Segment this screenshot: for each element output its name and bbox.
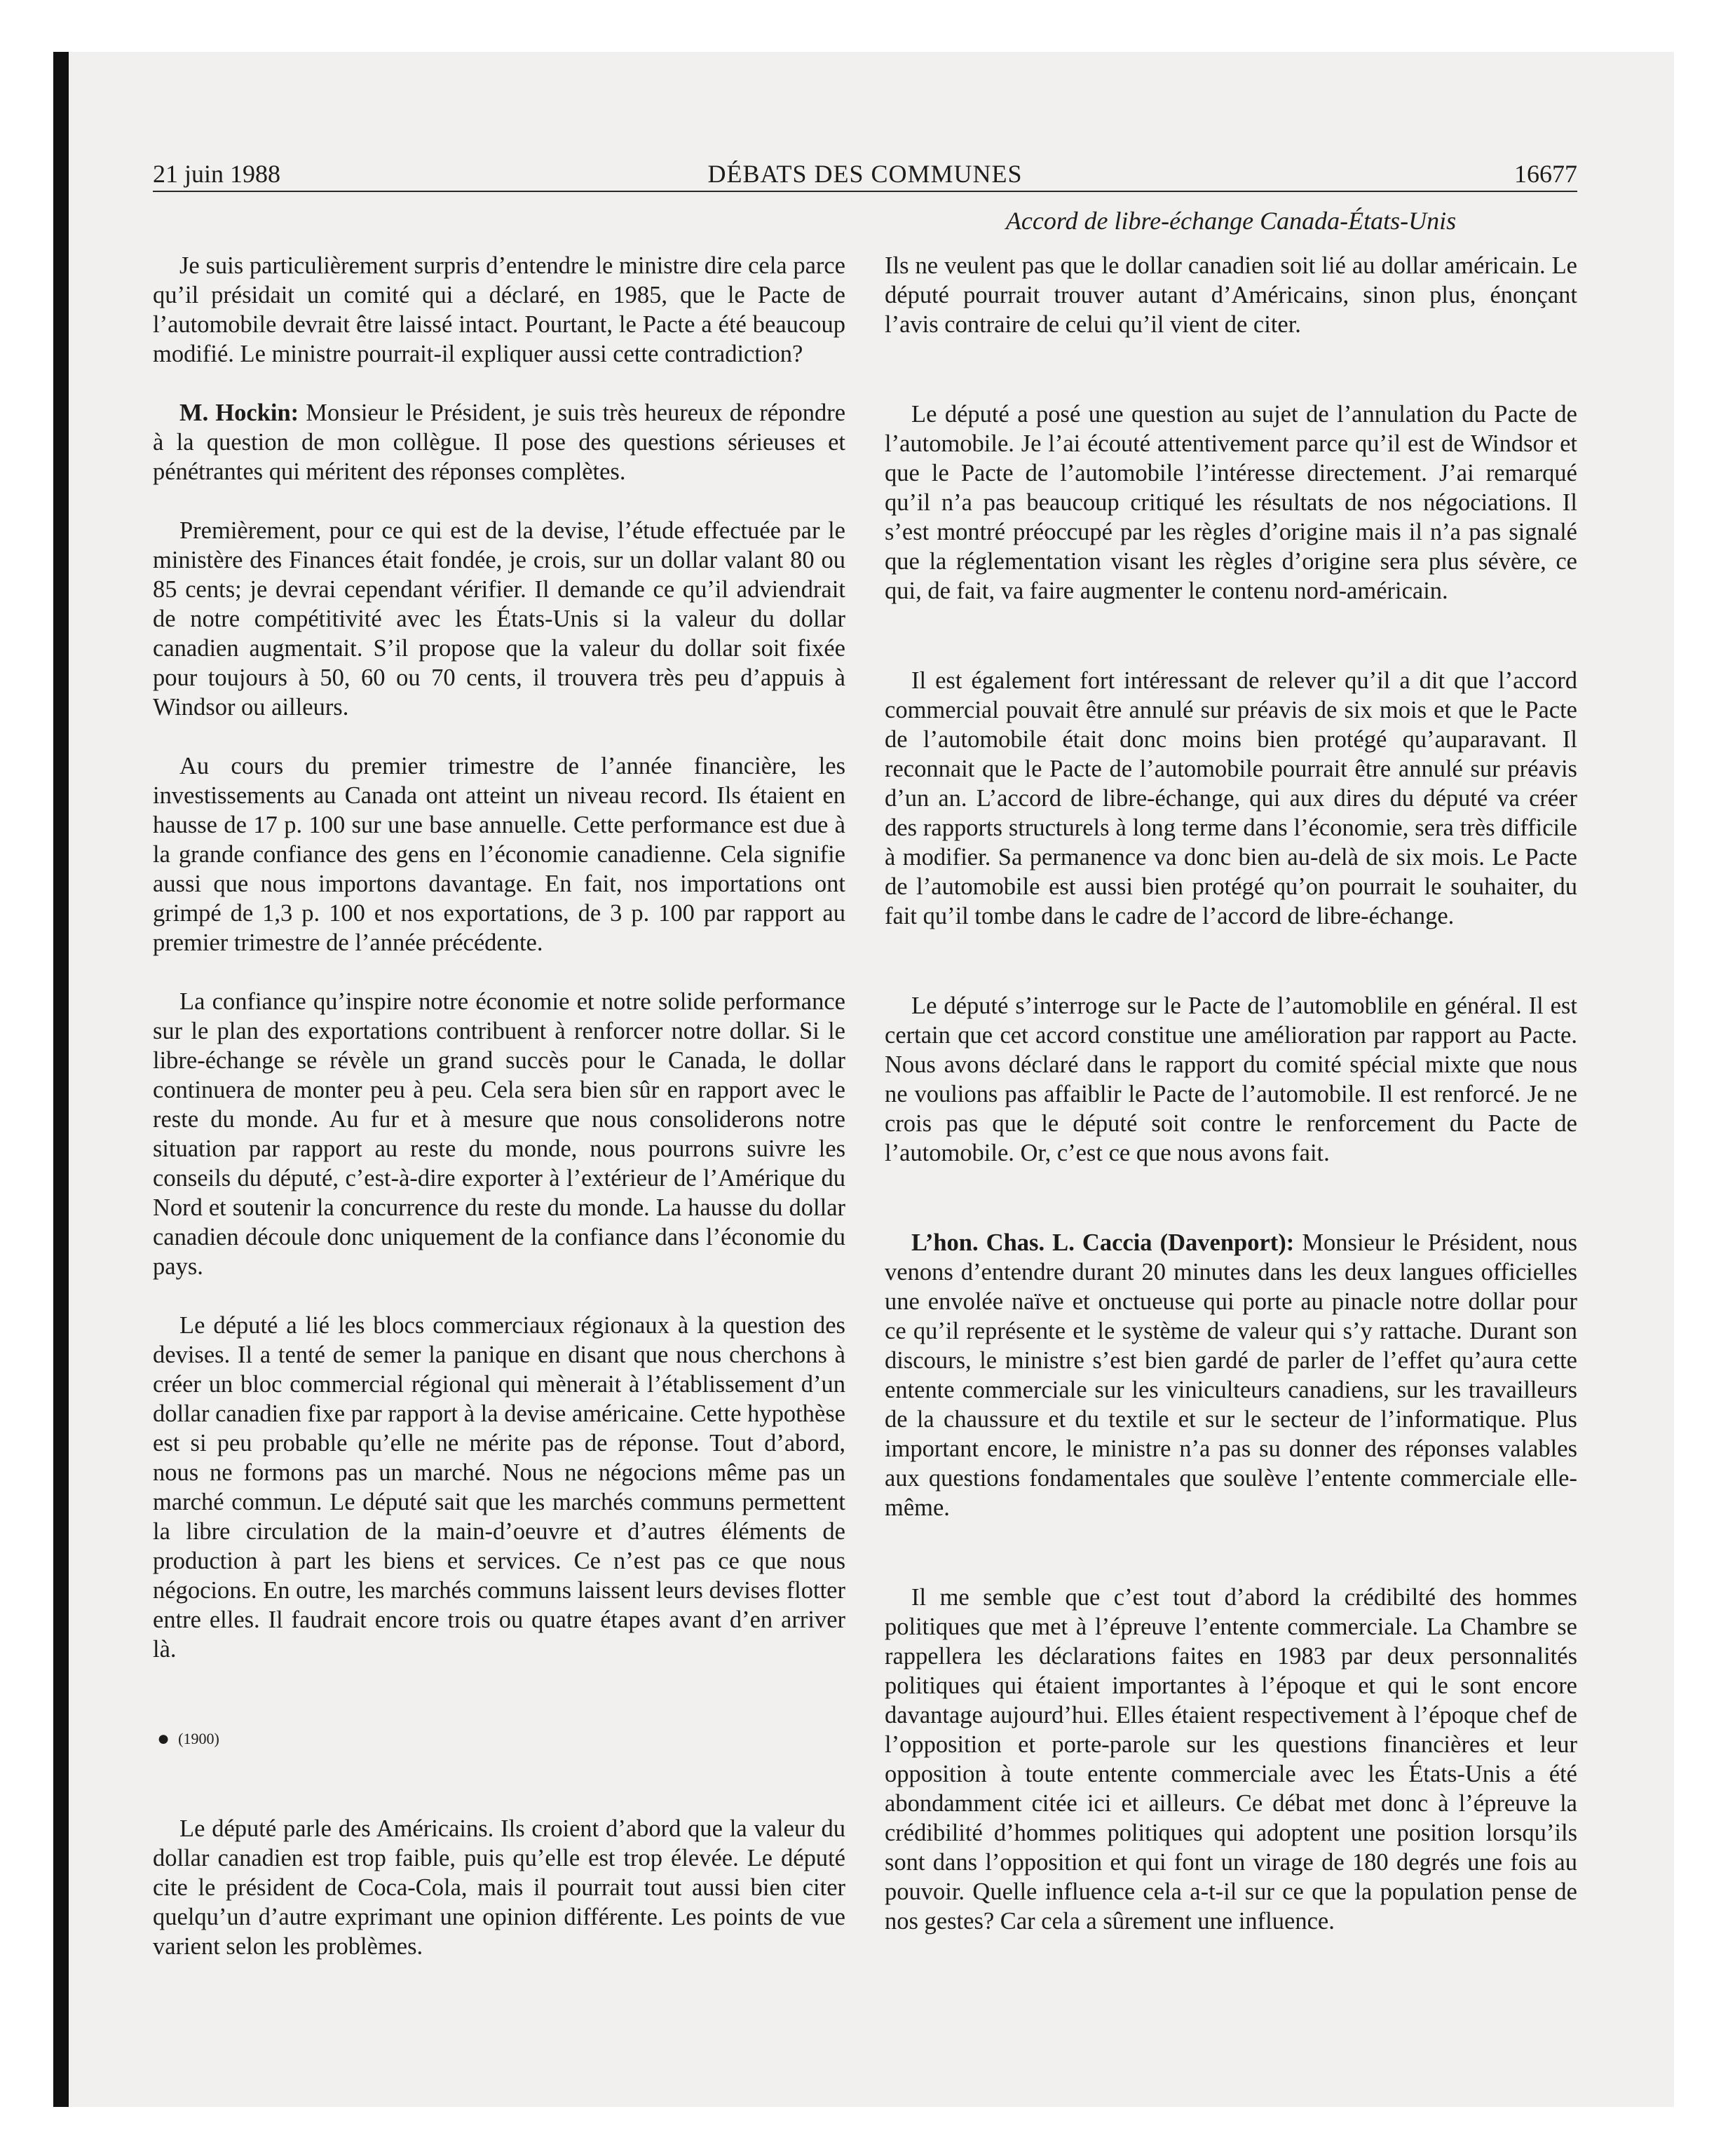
paragraph: Le député a lié les blocs commerciaux régionaux à la question des devises. Il a tenté de semer la panique en disant que nous cherchons à créer un bloc commercial régional qui mènerait à l’établissement d’un dollar canadien fixe par rapport à la devise américaine. Cette hypothèse est si peu probable qu’elle ne mérite pas de réponse. Tout d’abord, nous ne formons pas un marché. Nous ne négocions même pas un marché commun. Le député sait que les marchés communs permettent la libre circulation de la main-d’oeuvre et d’autres éléments de production à part les biens et services. Ce n’est pas ce que nous négocions. En outre, les marchés communs laissent leurs devises flotter entre elles. Il faudrait encore trois ou quatre étapes avant d’en arriver là. <box>153 1312 845 1663</box>
bullet-icon: ● <box>157 1727 170 1750</box>
right-column <box>885 251 1577 1965</box>
paragraph: Le député a posé une question au sujet de l’annulation du Pacte de l’automobile. Je l’ai écouté attentivement parce qu’il est de Windsor et que le Pacte de l’automobile l’intéresse directement. J’ai remarqué qu’il n’a pas beaucoup critiqué les résultats de nos négociations. Il s’est montré préoccupé par les règles d’origine mais il n’a pas signalé que la réglementation visant les règles d’origine sera plus sévère, ce qui, de fait, va faire augmenter le contenu nord-américain. <box>885 401 1577 604</box>
speaker-name: M. Hockin: <box>179 400 299 426</box>
paragraph: Il me semble que c’est tout d’abord la crédibilté des hommes politiques que met à l’épreuve l’entente commerciale. La Chambre se rappellera les déclarations faites en 1983 par deux personnalités politiques qui étaient importantes à l’époque et qui le sont encore davantage aujourd’hui. Elles étaient respectivement à l’époque chef de l’opposition et porte-parole sur les questions financières et leur opposition à toute entente commerciale avec les États-Unis a été abondamment citée ici et ailleurs. Ce débat met donc à l’épreuve la crédibilité d’hommes politiques qui adoptent une position lorsqu’ils sont dans l’opposition et qui font un virage de 180 degrés une fois au pouvoir. Quelle influence cela a-t-il sur ce que la population pense de nos gestes? Car cela a sûrement une influence. <box>885 1584 1577 1935</box>
paragraph: La confiance qu’inspire notre économie et notre solide performance sur le plan des exportations contribuent à renforcer notre dollar. Si le libre-échange se révèle un grand succès pour le Canada, le dollar continuera de monter peu à peu. Cela sera bien sûr en rapport avec le reste du monde. Au fur et à mesure que nous consoliderons notre situation par rapport au reste du monde, nous pourrons suivre les conseils du député, c’est-à-dire exporter à l’extérieur de l’Amérique du Nord et soutenir la concurrence du reste du monde. La hausse du dollar canadien découle donc uniquement de la confiance dans l’économie du pays. <box>153 988 845 1280</box>
paragraph: Ils ne veulent pas que le dollar canadien soit lié au dollar américain. Le député pourrait trouver autant d’Américains, sinon plus, énonçant l’avis contraire de celui qu’il vient de citer. <box>885 252 1577 338</box>
speaker-name: L’hon. Chas. L. Caccia (Davenport): <box>911 1229 1295 1256</box>
header-title: DÉBATS DES COMMUNES <box>707 160 1023 188</box>
paragraph: Premièrement, pour ce qui est de la devise, l’étude effectuée par le ministère des Finances était fondée, je crois, sur un dollar valant 80 ou 85 cents; je devrai cependant vérifier. Il demande ce qu’il adviendrait de notre compétitivité avec les États-Unis si la valeur du dollar canadien augmentait. S’il propose que la valeur du dollar soit fixée pour toujours à 50, 60 ou 70 cents, il trouvera très peu d’appuis à Windsor ou ailleurs. <box>153 517 845 721</box>
speech-text: Monsieur le Président, je suis très heureux de répondre à la question de mon collègue. Il pose des questions sérieuses et pénétrantes qui méritent des réponses complètes. <box>153 400 846 485</box>
speech-text: Monsieur le Président, nous venons d’entendre durant 20 minutes dans les deux langues officielles une envolée naïve et onctueuse qui porte au pinacle notre dollar pour ce qu’il représente et le système de valeur qui s’y rattache. Durant son discours, le ministre s’est bien gardé de parler de l’effet qu’aura cette entente commerciale sur les viniculteurs canadiens, sur les travailleurs de la chaussure et du textile et sur le secteur de l’informatique. Plus important encore, le ministre n’a pas su donner des réponses valables aux questions fondamentales que soulève l’entente commerciale elle-même. <box>885 1229 1578 1521</box>
paragraph: Le député s’interroge sur le Pacte de l’automoblile en général. Il est certain que cet accord constitue une amélioration par rapport au Pacte. Nous avons déclaré dans le rapport du comité spécial mixte que nous ne voulions pas affaiblir le Pacte de l’automobile. Il est renforcé. Je ne crois pas que le député soit contre le renforcement du Pacte de l’automobile. Or, c’est ce que nous avons fait. <box>885 992 1577 1166</box>
paragraph: Le député parle des Américains. Ils croient d’abord que la valeur du dollar canadien est trop faible, puis qu’elle est trop élevée. Le député cite le président de Coca-Cola, mais il pourrait tout aussi bien citer quelqu’un d’autre exprimant une opinion différente. Les points de vue varient selon les problèmes. <box>153 1815 845 1960</box>
page-header <box>153 157 1577 191</box>
section-subheading: Accord de libre-échange Canada-États-Unis <box>1005 207 1457 235</box>
left-column <box>153 251 845 1991</box>
header-page-number: 16677 <box>1514 160 1577 188</box>
paragraph: Il est également fort intéressant de relever qu’il a dit que l’accord commercial pouvait être annulé sur préavis de six mois et que le Pacte de l’automobile était donc moins bien protégé qu’auparavant. Il reconnait que le Pacte de l’automobile pourrait être annulé sur préavis d’un an. L’accord de libre-échange, qui aux dires du député va créer des rapports structurels à long terme dans l’économie, sera très difficile à modifier. Sa permanence va donc bien au-delà de six mois. Le Pacte de l’automobile est aussi bien protégé qu’on pourrait le souhaiter, du fait qu’il tombe dans le cadre de l’accord de libre-échange. <box>885 667 1577 929</box>
scan-edge <box>53 52 69 2107</box>
paragraph: Je suis particulièrement surpris d’entendre le ministre dire cela parce qu’il présidait un comité qui a déclaré, en 1985, que le Pacte de l’automobile devrait être laissé intact. Pourtant, le Pacte a été beaucoup modifié. Le ministre pourrait-il expliquer aussi cette contradiction? <box>153 252 845 367</box>
paragraph <box>153 398 845 486</box>
header-rule <box>153 191 1577 192</box>
paragraph <box>885 1228 1577 1522</box>
header-date: 21 juin 1988 <box>153 160 281 188</box>
time-marker <box>153 1724 845 1754</box>
time-marker-text: (1900) <box>178 1730 219 1747</box>
paragraph: Au cours du premier trimestre de l’année financière, les investissements au Canada ont atteint un niveau record. Ils étaient en hausse de 17 p. 100 sur une base annuelle. Cette performance est due à la grande confiance des gens en l’économie canadienne. Cela signifie aussi que nous importons davantage. En fait, nos importations ont grimpé de 1,3 p. 100 et nos exportations, de 3 p. 100 par rapport au premier trimestre de l’année précédente. <box>153 753 845 956</box>
